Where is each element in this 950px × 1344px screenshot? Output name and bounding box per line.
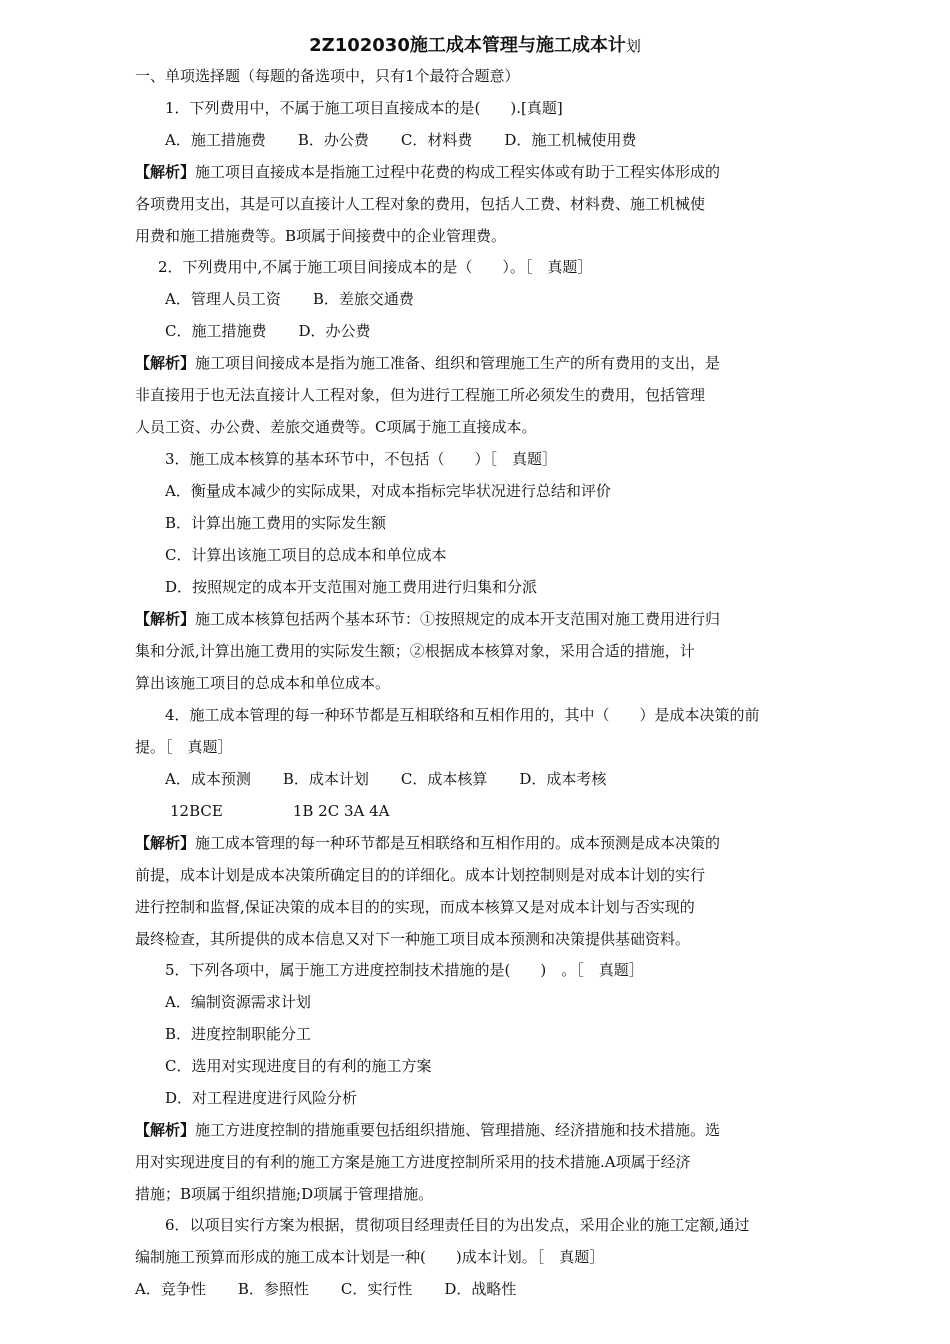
q5-stem: 5．下列各项中，属于施工方进度控制技术措施的是( ) 。［ 真题］: [165, 961, 644, 979]
section-heading: 一、单项选择题（每题的备选项中，只有1个最符合题意）: [135, 67, 520, 85]
title-main: 2Z102030施工成本管理与施工成本计: [309, 35, 626, 56]
q5-option-a: A．编制资源需求计划: [165, 993, 311, 1011]
analysis-label: 【解析】: [135, 163, 196, 181]
q3-stem: 3．施工成本核算的基本环节中，不包括（ ）［ 真题］: [165, 450, 558, 468]
q1-stem: 1．下列费用中，不属于施工项目直接成本的是( ).[真题]: [165, 99, 563, 117]
q4-option-b: B．成本计划: [282, 770, 369, 788]
q1-analysis-line1: 【解析】施工项目直接成本是指施工过程中花费的构成工程实体或有助于工程实体形成的: [135, 163, 721, 181]
q2-stem: 2．下列费用中,不属于施工项目间接成本的是（ ）。［ 真题］: [158, 258, 593, 276]
q4-options: [165, 769, 606, 789]
q1-analysis-line3: 用费和施工措施费等。B项属于间接费中的企业管理费。: [135, 227, 507, 245]
q1-option-a: A．施工措施费: [165, 131, 266, 149]
q1-option-b: B．办公费: [297, 131, 369, 149]
q5-analysis-line1: 【解析】施工方进度控制的措施重要包括组织措施、管理措施、经济措施和技术措施。选: [135, 1121, 721, 1139]
q6-option-b: B．参照性: [237, 1280, 309, 1298]
q1-options: [165, 130, 636, 150]
q2-analysis-line3: 人员工资、办公费、差旅交通费等。C项属于施工直接成本。: [135, 418, 537, 436]
q5-option-c: C．选用对实现进度目的有利的施工方案: [165, 1057, 432, 1075]
q4-answer-notes: [170, 801, 389, 821]
q5-option-b: B．进度控制职能分工: [165, 1025, 312, 1043]
q3-analysis-line1: 【解析】施工成本核算包括两个基本环节：①按照规定的成本开支范围对施工费用进行归: [135, 610, 721, 628]
page-title: [0, 34, 950, 58]
q3-analysis-line2: 集和分派,计算出施工费用的实际发生额；②根据成本核算对象，采用合适的措施，计: [135, 642, 695, 660]
q3-option-a: A．衡量成本减少的实际成果，对成本指标完毕状况进行总结和评价: [165, 482, 611, 500]
q6-option-c: C．实行性: [340, 1280, 413, 1298]
q4-analysis-line2: 前提，成本计划是成本决策所确定目的的详细化。成本计划控制则是对成本计划的实行: [135, 866, 706, 884]
q5-analysis-line3: 措施；B项属于组织措施;D项属于管理措施。: [135, 1185, 434, 1203]
q6-stem-line1: 6．以项目实行方案为根据，贯彻项目经理责任目的为出发点，采用企业的施工定额,通过: [165, 1216, 750, 1234]
q2-option-b: B．差旅交通费: [312, 290, 414, 308]
answers-note-a: 12BCE: [170, 802, 223, 820]
answers-note-b: 1B 2C 3A 4A: [292, 802, 390, 820]
q2-option-a: A．管理人员工资: [165, 290, 281, 308]
q4-stem-line2: 提。［ 真题］: [135, 738, 233, 756]
q5-analysis-line2: 用对实现进度目的有利的施工方案是施工方进度控制所采用的技术措施.A项属于经济: [135, 1153, 691, 1171]
q1-option-c: C．材料费: [400, 131, 473, 149]
q2-option-d: D．办公费: [298, 322, 371, 340]
q3-analysis-line3: 算出该施工项目的总成本和单位成本。: [135, 674, 391, 692]
q2-options-row2: [165, 321, 371, 341]
q3-option-b: B．计算出施工费用的实际发生额: [165, 514, 387, 532]
q6-options: [135, 1279, 516, 1299]
q4-option-d: D．成本考核: [519, 770, 607, 788]
q4-stem-line1: 4．施工成本管理的每一种环节都是互相联络和互相作用的，其中（ ）是成本决策的前: [165, 706, 760, 724]
q6-option-d: D．战略性: [444, 1280, 517, 1298]
q2-option-c: C．施工措施费: [165, 322, 267, 340]
q2-options-row1: [165, 289, 414, 309]
q1-analysis-line2: 各项费用支出，其是可以直接计人工程对象的费用，包括人工费、材料费、施工机械使: [135, 195, 706, 213]
q3-option-d: D．按照规定的成本开支范围对施工费用进行归集和分派: [165, 578, 538, 596]
q3-option-c: C．计算出该施工项目的总成本和单位成本: [165, 546, 447, 564]
q4-option-c: C．成本核算: [400, 770, 488, 788]
q4-analysis-line4: 最终检查，其所提供的成本信息又对下一种施工项目成本预测和决策提供基础资料。: [135, 930, 691, 948]
q4-analysis-line1: 【解析】施工成本管理的每一种环节都是互相联络和互相作用的。成本预测是成本决策的: [135, 834, 721, 852]
q1-option-d: D．施工机械使用费: [504, 131, 637, 149]
q5-option-d: D．对工程进度进行风险分析: [165, 1089, 358, 1107]
q4-option-a: A．成本预测: [165, 770, 251, 788]
title-tail: 划: [625, 37, 641, 55]
q6-stem-line2: 编制施工预算而形成的施工成本计划是一种( )成本计划。［ 真题］: [135, 1248, 605, 1266]
q6-option-a: A．竞争性: [135, 1280, 206, 1298]
q2-analysis-line2: 非直接用于也无法直接计人工程对象，但为进行工程施工所必须发生的费用，包括管理: [135, 386, 706, 404]
q4-analysis-line3: 进行控制和监督,保证决策的成本目的的实现，而成本核算又是对成本计划与否实现的: [135, 898, 695, 916]
q2-analysis-line1: 【解析】施工项目间接成本是指为施工准备、组织和管理施工生产的所有费用的支出，是: [135, 354, 721, 372]
